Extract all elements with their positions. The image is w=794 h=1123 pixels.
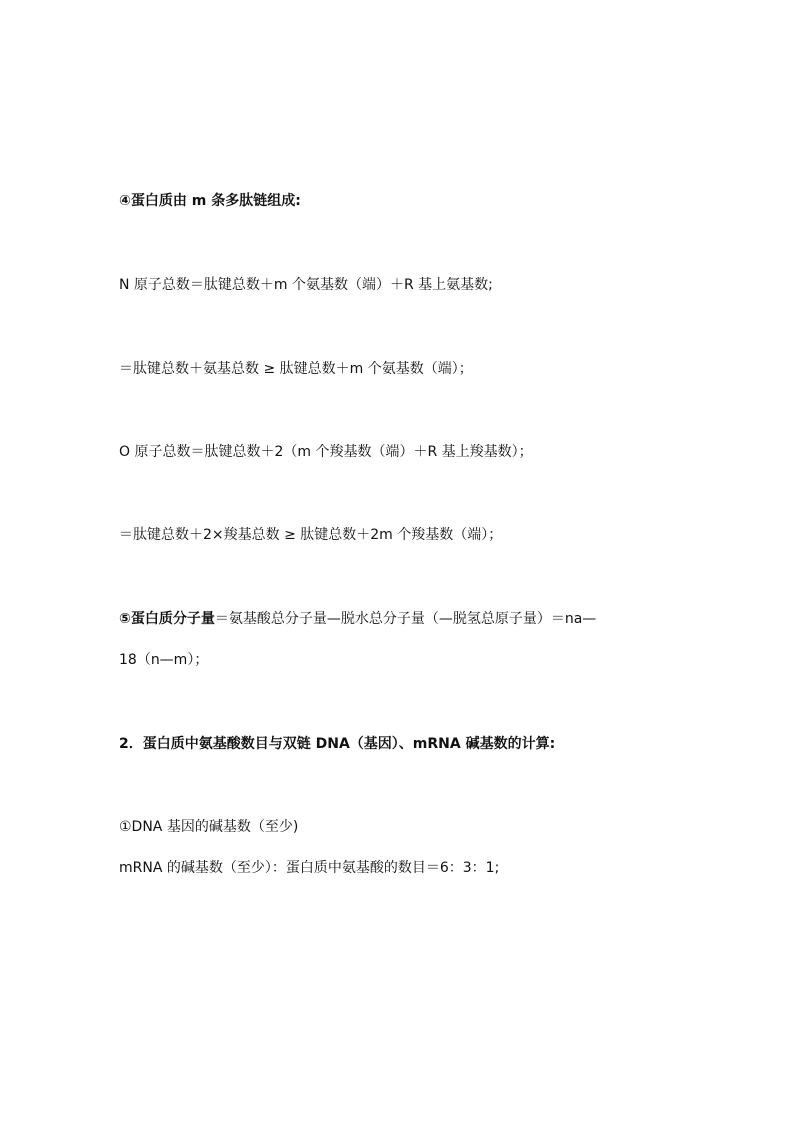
n-atoms-formula-continued: ＝肽键总数＋氨基总数 ≥ 肽键总数＋m 个氨基数（端）； bbox=[119, 361, 473, 377]
section2-heading: 2．蛋白质中氨基酸数目与双链 DNA（基因）、mRNA 碱基数的计算: bbox=[119, 736, 556, 752]
o-atoms-formula: O 原子总数＝肽键总数＋2（m 个羧基数（端）＋R 基上羧基数）； bbox=[119, 444, 533, 460]
n-atoms-formula: N 原子总数＝肽键总数＋m 个氨基数（端）＋R 基上氨基数; bbox=[119, 277, 493, 293]
dna-base-count: ①DNA 基因的碱基数（至少) bbox=[119, 819, 299, 835]
section4-heading: ④蛋白质由 m 条多肽链组成: bbox=[119, 193, 301, 209]
section5-label: ⑤蛋白质分子量 bbox=[119, 611, 215, 627]
protein-molecular-weight-formula bbox=[119, 609, 596, 629]
protein-molecular-weight-formula-continued: 18（n—m）； bbox=[119, 652, 209, 668]
section5-formula: ＝氨基酸总分子量—脱水总分子量（—脱氢总原子量）＝na— bbox=[214, 611, 597, 627]
ratio-statement: mRNA 的碱基数（至少）：蛋白质中氨基酸的数目＝6：3：1; bbox=[119, 860, 500, 876]
o-atoms-formula-continued: ＝肽键总数＋2×羧基总数 ≥ 肽键总数＋2m 个羧基数（端）； bbox=[119, 527, 503, 543]
